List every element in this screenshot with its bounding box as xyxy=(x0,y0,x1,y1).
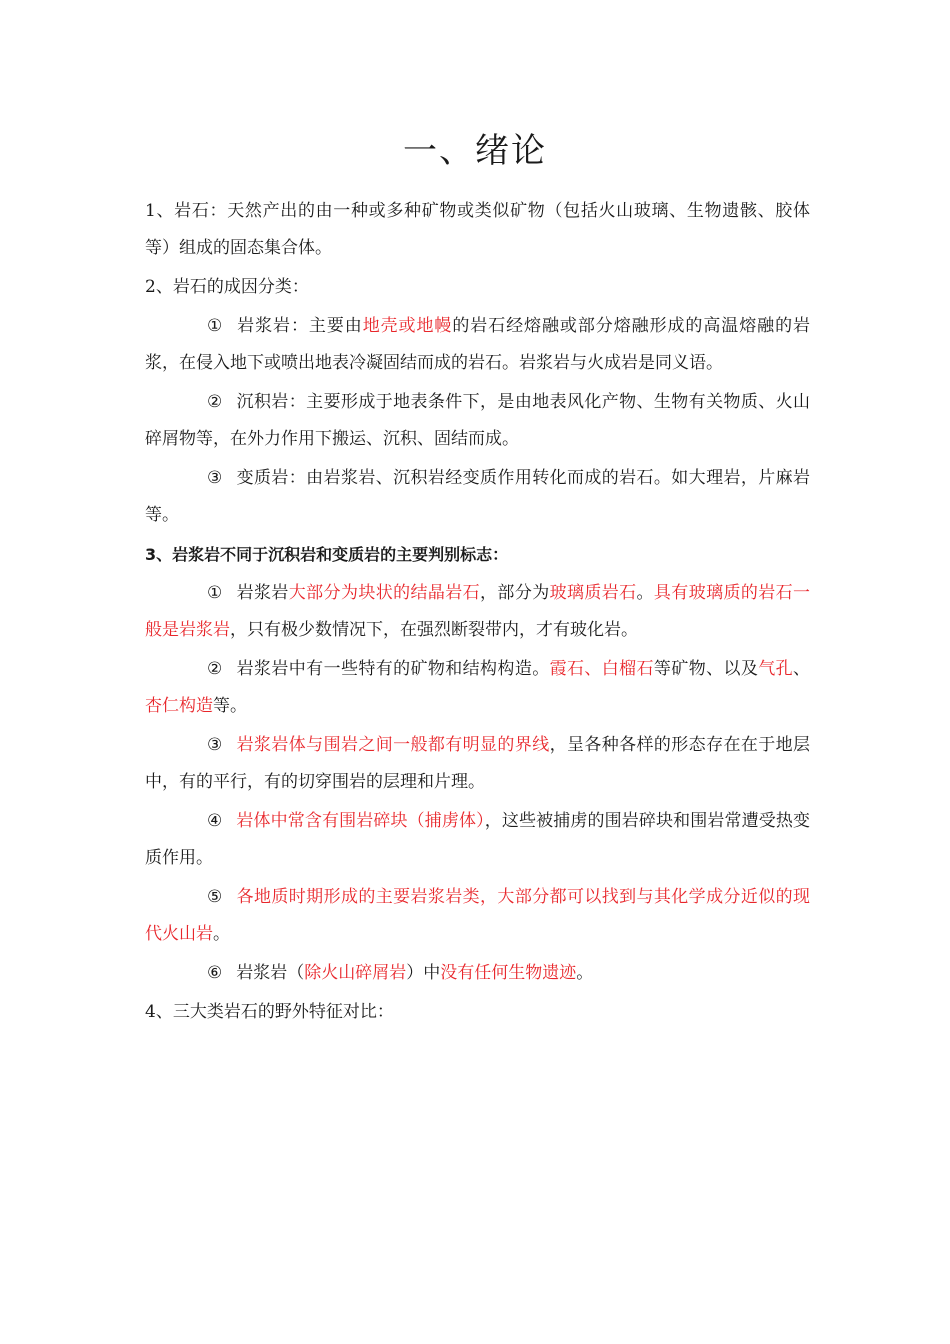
text-segment: 的岩石经熔融或部分熔融形成的高温熔融的岩浆，在侵入地下或喷出地表冷凝固结而成的岩石。岩浆岩与火成岩是同义语。 xyxy=(145,316,811,373)
list-marker: ③ xyxy=(207,468,223,488)
highlighted-text: 气孔 xyxy=(758,659,794,679)
text-segment: 岩浆岩：主要由 xyxy=(236,316,363,336)
text-segment: 、 xyxy=(793,659,811,679)
text-segment: 等矿物、以及 xyxy=(653,659,759,679)
text-segment: 等。 xyxy=(213,696,247,716)
list-marker: ③ xyxy=(207,735,223,755)
highlighted-text: 各地质时期形成的主要岩浆岩类，大部分都可以找到与其化学成分近似的现代火山岩 xyxy=(145,887,810,944)
list-marker: ⑤ xyxy=(207,887,223,907)
paragraph-p10 xyxy=(145,803,810,877)
text-segment: 。 xyxy=(213,924,230,944)
paragraph-p5 xyxy=(145,460,810,534)
highlighted-text: 除火山碎屑岩 xyxy=(304,963,407,983)
list-marker: ① xyxy=(207,316,223,336)
text-segment: 2、岩石的成因分类： xyxy=(145,277,309,297)
highlighted-text: 没有任何生物遗迹 xyxy=(440,963,577,983)
text-segment: ，部分为 xyxy=(480,583,550,603)
text-segment: 岩浆岩 xyxy=(236,583,289,603)
list-marker: ② xyxy=(207,392,223,412)
text-segment: ，呈各种各样的形态存在在于地层中，有的平行，有的切穿围岩的层理和片理。 xyxy=(145,735,811,792)
paragraph-p8 xyxy=(145,651,810,725)
list-marker: ① xyxy=(207,583,223,603)
text-segment: 变质岩：由岩浆岩、沉积岩经变质作用转化而成的岩石。如大理岩，片麻岩等。 xyxy=(145,468,810,525)
highlighted-text: 具有玻璃质的岩石一般是岩浆岩 xyxy=(145,583,811,640)
text-segment: 1、岩石：天然产出的由一种或多种矿物或类似矿物（包括火山玻璃、生物遗骸、胶体等）组成的固态集合体。 xyxy=(145,201,810,258)
highlighted-text: 岩浆岩体与围岩之间一般都有明显的界线 xyxy=(236,735,550,755)
text-segment: 岩浆岩中有一些特有的矿物和结构构造。 xyxy=(236,659,550,679)
document-body xyxy=(145,193,810,1031)
paragraph-p6 xyxy=(145,536,810,573)
paragraph-p9 xyxy=(145,727,810,801)
highlighted-text: 地壳或地幔 xyxy=(362,316,453,336)
list-marker: ② xyxy=(207,659,223,679)
text-segment: 。 xyxy=(636,583,654,603)
highlighted-text: 岩体中常含有围岩碎块（捕虏体） xyxy=(236,811,485,831)
list-marker: ⑥ xyxy=(207,963,223,983)
paragraph-p2 xyxy=(145,269,810,306)
highlighted-text: 玻璃质岩石 xyxy=(549,583,637,603)
paragraph-p1 xyxy=(145,193,810,267)
paragraph-p13 xyxy=(145,994,810,1031)
text-segment: ，这些被捕虏的围岩碎块和围岩常遭受热变质作用。 xyxy=(145,811,810,868)
text-segment: ，只有极少数情况下，在强烈断裂带内，才有玻化岩。 xyxy=(230,620,638,640)
text-segment: 3、岩浆岩不同于沉积岩和变质岩的主要判别标志： xyxy=(145,545,509,564)
highlighted-text: 大部分为块状的结晶岩石 xyxy=(288,583,481,603)
text-segment: 4、三大类岩石的野外特征对比： xyxy=(145,1002,394,1022)
highlighted-text: 霞石、白榴石 xyxy=(549,659,654,679)
text-segment: 岩浆岩（ xyxy=(236,963,305,983)
text-segment: 沉积岩：主要形成于地表条件下，是由地表风化产物、生物有关物质、火山碎屑物等，在外力作用下搬运、沉积、固结而成。 xyxy=(145,392,810,449)
highlighted-text: 杏仁构造 xyxy=(145,696,213,716)
paragraph-p7 xyxy=(145,575,810,649)
paragraph-p4 xyxy=(145,384,810,458)
paragraph-p12 xyxy=(145,955,810,992)
text-segment: ）中 xyxy=(406,963,441,983)
text-segment: 。 xyxy=(576,963,594,983)
paragraph-p3 xyxy=(145,308,810,382)
paragraph-p11 xyxy=(145,879,810,953)
page-title: 一、绪论 xyxy=(403,131,547,171)
list-marker: ④ xyxy=(207,811,223,831)
